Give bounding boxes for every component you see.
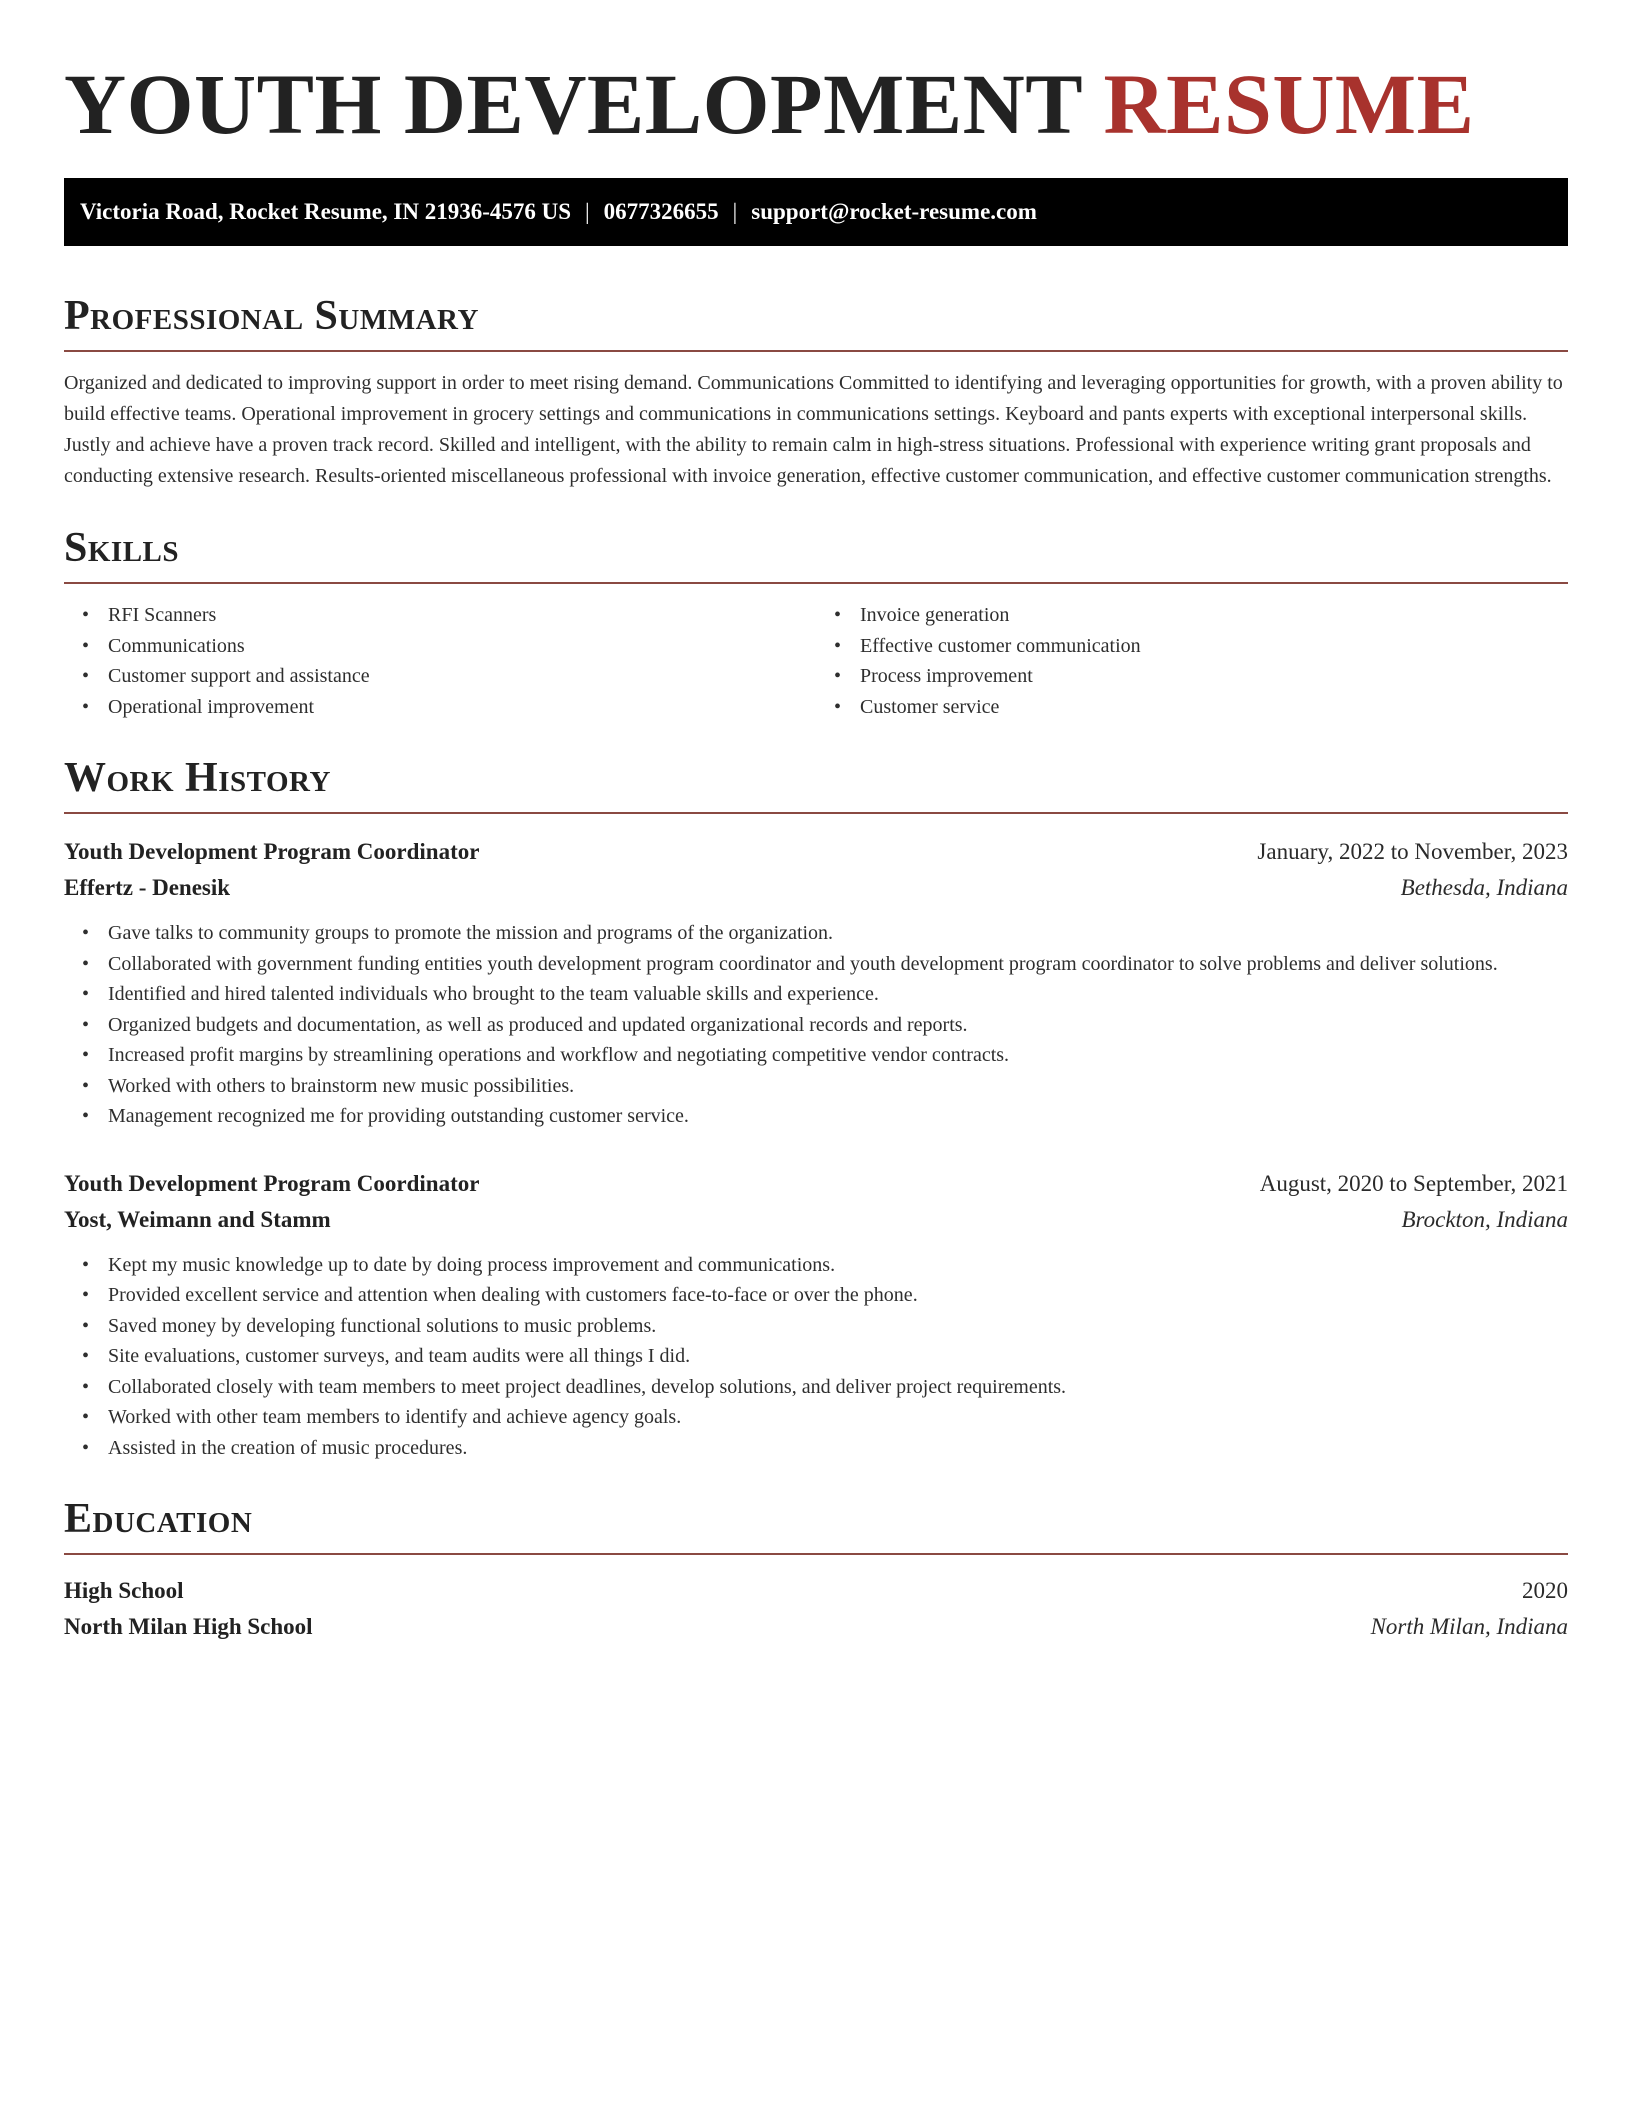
skill-item: • Invoice generation [860, 600, 1568, 631]
job-bullets [64, 918, 1568, 1132]
title-main: YOUTH DEVELOPMENT [64, 56, 1082, 152]
education-location: North Milan, Indiana [1370, 1614, 1568, 1639]
job-bullet: • Organized budgets and documentation, as well as produced and updated organizational records and reports. [108, 1010, 1568, 1041]
skill-item: • Effective customer communication [860, 631, 1568, 662]
job-location: Bethesda, Indiana [1400, 875, 1568, 900]
job-location: Brockton, Indiana [1401, 1206, 1568, 1232]
job-bullet: • Site evaluations, customer surveys, and team audits were all things I did. [108, 1341, 1568, 1372]
contact-phone[interactable]: 0677326655 [603, 199, 719, 224]
contact-email[interactable]: support@rocket-resume.com [751, 199, 1037, 224]
job-bullet: • Collaborated closely with team members to meet project deadlines, develop solutions, and deliver project requirements. [108, 1372, 1568, 1403]
skills-column-left [64, 600, 816, 722]
job-dates: August, 2020 to September, 2021 [1259, 1170, 1568, 1196]
job-dates: January, 2022 to November, 2023 [1257, 839, 1568, 864]
job-bullet: • Worked with other team members to identify and achieve agency goals. [108, 1402, 1568, 1433]
title-accent: RESUME [1103, 56, 1475, 152]
summary-section [64, 290, 1568, 492]
skills-section [64, 522, 1568, 722]
job-bullet: • Kept my music knowledge up to date by doing process improvement and communications. [108, 1250, 1568, 1281]
skills-column-right [816, 600, 1568, 722]
contact-bar [64, 178, 1568, 246]
education-degree: High School [64, 1578, 184, 1603]
skill-item: • RFI Scanners [108, 600, 816, 631]
job-company: Effertz - Denesik [64, 875, 231, 900]
contact-separator: | [585, 199, 590, 224]
skill-item: • Customer support and assistance [108, 661, 816, 692]
resume-title [64, 56, 1568, 152]
job-bullet: • Saved money by developing functional solutions to music problems. [108, 1311, 1568, 1342]
skills-heading: Skills [64, 522, 1568, 584]
skill-item: • Communications [108, 631, 816, 662]
job-bullet: • Management recognized me for providing outstanding customer service. [108, 1101, 1568, 1132]
education-section [64, 1493, 1568, 1645]
education-year: 2020 [1522, 1578, 1568, 1603]
contact-address: Victoria Road, Rocket Resume, IN 21936-4576 US [80, 199, 572, 224]
job-bullet: • Worked with others to brainstorm new music possibilities. [108, 1071, 1568, 1102]
job-bullet: • Identified and hired talented individuals who brought to the team valuable skills and experience. [108, 979, 1568, 1010]
job-title: Youth Development Program Coordinator [64, 1170, 480, 1196]
job-bullet: • Assisted in the creation of music procedures. [108, 1433, 1568, 1464]
skills-grid [64, 600, 1568, 722]
job-bullet: • Provided excellent service and attention when dealing with customers face-to-face or over the phone. [108, 1280, 1568, 1311]
job-entry [64, 1166, 1568, 1464]
education-entry [64, 1573, 1568, 1645]
job-title: Youth Development Program Coordinator [64, 839, 480, 864]
education-school: North Milan High School [64, 1614, 313, 1639]
job-entry [64, 834, 1568, 1132]
skill-item: • Operational improvement [108, 692, 816, 723]
work-history-section [64, 752, 1568, 1463]
job-bullet: • Gave talks to community groups to promote the mission and programs of the organization. [108, 918, 1568, 949]
skill-item: • Customer service [860, 692, 1568, 723]
summary-heading: Professional Summary [64, 290, 1568, 352]
skill-item: • Process improvement [860, 661, 1568, 692]
contact-separator: | [732, 199, 738, 224]
job-bullet: • Collaborated with government funding entities youth development program coordinator and youth development program coordinator to solve problems and deliver solutions. [108, 949, 1568, 980]
job-bullet: • Increased profit margins by streamlining operations and workflow and negotiating competitive vendor contracts. [108, 1040, 1568, 1071]
job-bullets [64, 1250, 1568, 1464]
job-company: Yost, Weimann and Stamm [64, 1206, 331, 1232]
work-history-heading: Work History [64, 752, 1568, 814]
summary-text: Organized and dedicated to improving support in order to meet rising demand. Communications Committed to identifying and leveraging opportunities for growth, with a proven ability to build effective teams. Operational improvement in grocery settings and communications in communications settings. Keyboard and pants experts with exceptional interpersonal skills. Justly and achieve have a proven track record. Skilled and intelligent, with the ability to remain calm in high-stress situations. Professional with experience writing grant proposals and conducting extensive research. Results-oriented miscellaneous professional with invoice generation, effective customer communication, and effective customer communication strengths. [64, 372, 1563, 487]
education-heading: Education [64, 1493, 1568, 1555]
